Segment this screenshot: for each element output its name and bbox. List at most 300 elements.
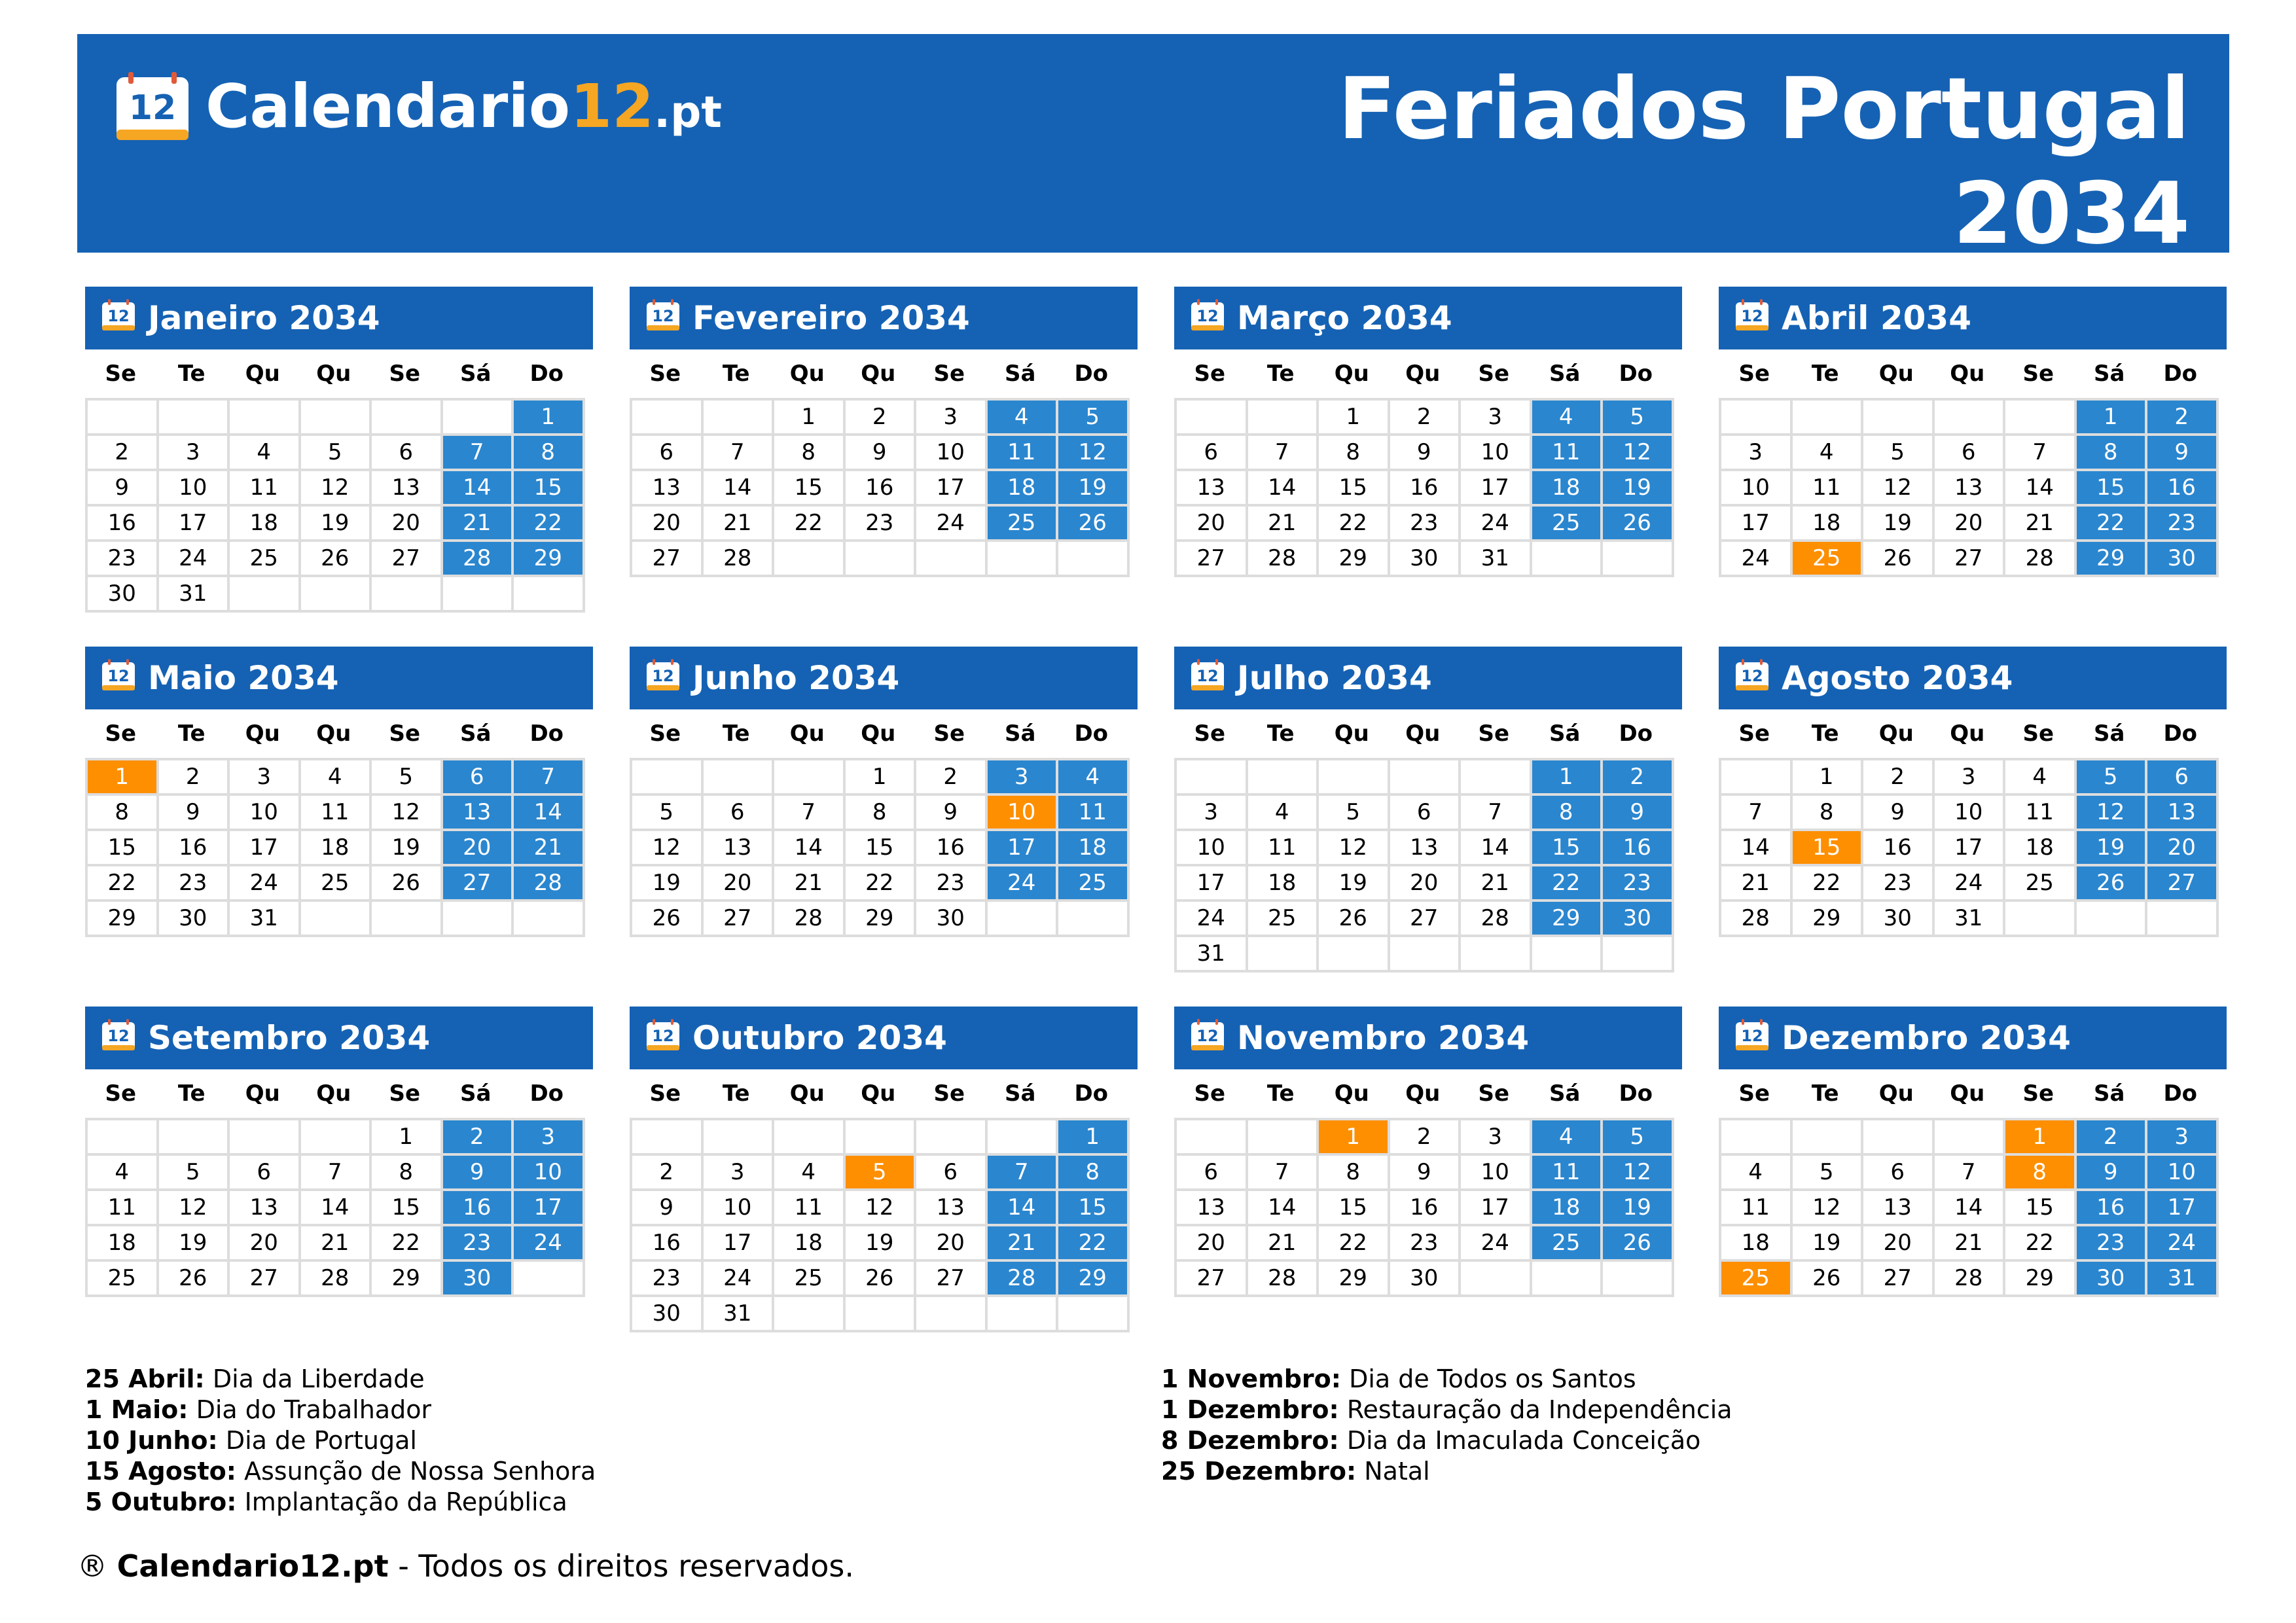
day-cell[interactable]: 3 [986,759,1058,794]
day-cell[interactable]: 14 [512,794,584,830]
day-cell[interactable]: 3 [915,399,986,435]
day-cell[interactable]: 20 [370,505,442,541]
day-cell[interactable]: 21 [1720,865,1791,901]
day-cell[interactable]: 27 [2146,865,2217,901]
day-cell[interactable]: 18 [2004,830,2075,865]
day-cell[interactable]: 10 [915,435,986,470]
day-cell[interactable]: 19 [2075,830,2147,865]
day-cell[interactable]: 13 [1862,1190,1933,1225]
day-cell[interactable]: 5 [300,435,371,470]
day-cell[interactable]: 20 [1175,505,1247,541]
day-cell[interactable]: 14 [1933,1190,2005,1225]
day-cell[interactable]: 11 [1791,470,1863,505]
day-cell[interactable]: 7 [1247,1154,1318,1190]
day-cell[interactable]: 15 [1318,470,1389,505]
day-cell[interactable]: 30 [1602,901,1673,936]
day-cell[interactable]: 15 [86,830,158,865]
day-cell[interactable]: 8 [370,1154,442,1190]
day-cell[interactable]: 5 [370,759,442,794]
day-cell[interactable]: 1 [86,759,158,794]
day-cell[interactable]: 3 [1933,759,2005,794]
day-cell[interactable]: 4 [1720,1154,1791,1190]
day-cell[interactable]: 3 [2146,1119,2217,1154]
day-cell[interactable]: 6 [1389,794,1460,830]
day-cell[interactable]: 15 [844,830,916,865]
day-cell[interactable]: 13 [228,1190,300,1225]
day-cell[interactable]: 11 [1531,435,1602,470]
day-cell[interactable]: 4 [86,1154,158,1190]
day-cell[interactable]: 23 [1602,865,1673,901]
day-cell[interactable]: 22 [86,865,158,901]
day-cell[interactable]: 23 [844,505,916,541]
day-cell[interactable]: 7 [1247,435,1318,470]
day-cell[interactable]: 13 [1175,470,1247,505]
day-cell[interactable]: 8 [1318,1154,1389,1190]
day-cell[interactable]: 30 [1389,541,1460,576]
day-cell[interactable]: 21 [1247,1225,1318,1260]
day-cell[interactable]: 16 [844,470,916,505]
day-cell[interactable]: 19 [1862,505,1933,541]
day-cell[interactable]: 16 [1389,470,1460,505]
day-cell[interactable]: 2 [631,1154,702,1190]
day-cell[interactable]: 26 [300,541,371,576]
day-cell[interactable]: 4 [986,399,1058,435]
day-cell[interactable]: 21 [300,1225,371,1260]
day-cell[interactable]: 9 [1389,435,1460,470]
day-cell[interactable]: 6 [1933,435,2005,470]
day-cell[interactable]: 18 [1247,865,1318,901]
day-cell[interactable]: 30 [2075,1260,2147,1296]
day-cell[interactable]: 29 [512,541,584,576]
day-cell[interactable]: 21 [702,505,774,541]
day-cell[interactable]: 29 [1791,901,1863,936]
day-cell[interactable]: 24 [1933,865,2005,901]
day-cell[interactable]: 31 [1933,901,2005,936]
day-cell[interactable]: 20 [1175,1225,1247,1260]
day-cell[interactable]: 12 [1057,435,1128,470]
day-cell[interactable]: 9 [1862,794,1933,830]
day-cell[interactable]: 2 [86,435,158,470]
day-cell[interactable]: 15 [370,1190,442,1225]
day-cell[interactable]: 3 [1460,399,1531,435]
day-cell[interactable]: 8 [2004,1154,2075,1190]
day-cell[interactable]: 6 [1175,435,1247,470]
day-cell[interactable]: 29 [2004,1260,2075,1296]
day-cell[interactable]: 12 [1318,830,1389,865]
day-cell[interactable]: 5 [1318,794,1389,830]
day-cell[interactable]: 28 [300,1260,371,1296]
day-cell[interactable]: 7 [773,794,844,830]
day-cell[interactable]: 22 [512,505,584,541]
day-cell[interactable]: 2 [1389,1119,1460,1154]
day-cell[interactable]: 20 [442,830,513,865]
day-cell[interactable]: 26 [1862,541,1933,576]
day-cell[interactable]: 19 [1791,1225,1863,1260]
day-cell[interactable]: 14 [1460,830,1531,865]
footer-site-name[interactable]: Calendario12.pt [117,1548,389,1584]
day-cell[interactable]: 22 [370,1225,442,1260]
day-cell[interactable]: 4 [1057,759,1128,794]
day-cell[interactable]: 16 [631,1225,702,1260]
day-cell[interactable]: 25 [300,865,371,901]
day-cell[interactable]: 6 [442,759,513,794]
day-cell[interactable]: 27 [1389,901,1460,936]
day-cell[interactable]: 2 [442,1119,513,1154]
day-cell[interactable]: 23 [2075,1225,2147,1260]
day-cell[interactable]: 6 [631,435,702,470]
day-cell[interactable]: 25 [1720,1260,1791,1296]
day-cell[interactable]: 24 [512,1225,584,1260]
day-cell[interactable]: 3 [512,1119,584,1154]
day-cell[interactable]: 14 [773,830,844,865]
day-cell[interactable]: 26 [370,865,442,901]
day-cell[interactable]: 7 [1460,794,1531,830]
day-cell[interactable]: 24 [1460,1225,1531,1260]
day-cell[interactable]: 6 [702,794,774,830]
day-cell[interactable]: 21 [1247,505,1318,541]
day-cell[interactable]: 4 [228,435,300,470]
day-cell[interactable]: 9 [1389,1154,1460,1190]
day-cell[interactable]: 10 [1933,794,2005,830]
day-cell[interactable]: 20 [702,865,774,901]
day-cell[interactable]: 3 [1460,1119,1531,1154]
day-cell[interactable]: 27 [915,1260,986,1296]
day-cell[interactable]: 29 [2075,541,2147,576]
day-cell[interactable]: 20 [1933,505,2005,541]
day-cell[interactable]: 13 [915,1190,986,1225]
day-cell[interactable]: 2 [2146,399,2217,435]
day-cell[interactable]: 8 [86,794,158,830]
day-cell[interactable]: 19 [844,1225,916,1260]
day-cell[interactable]: 16 [915,830,986,865]
day-cell[interactable]: 25 [2004,865,2075,901]
day-cell[interactable]: 16 [1389,1190,1460,1225]
day-cell[interactable]: 7 [442,435,513,470]
day-cell[interactable]: 14 [986,1190,1058,1225]
day-cell[interactable]: 15 [1057,1190,1128,1225]
day-cell[interactable]: 31 [158,576,229,611]
day-cell[interactable]: 5 [844,1154,916,1190]
day-cell[interactable]: 13 [442,794,513,830]
day-cell[interactable]: 5 [2075,759,2147,794]
day-cell[interactable]: 16 [86,505,158,541]
day-cell[interactable]: 23 [631,1260,702,1296]
day-cell[interactable]: 25 [228,541,300,576]
day-cell[interactable]: 7 [512,759,584,794]
day-cell[interactable]: 4 [1531,1119,1602,1154]
day-cell[interactable]: 1 [1057,1119,1128,1154]
day-cell[interactable]: 27 [702,901,774,936]
day-cell[interactable]: 30 [158,901,229,936]
day-cell[interactable]: 20 [1389,865,1460,901]
day-cell[interactable]: 2 [2075,1119,2147,1154]
day-cell[interactable]: 7 [2004,435,2075,470]
day-cell[interactable]: 10 [1175,830,1247,865]
day-cell[interactable]: 25 [1531,1225,1602,1260]
day-cell[interactable]: 28 [1933,1260,2005,1296]
day-cell[interactable]: 11 [228,470,300,505]
day-cell[interactable]: 26 [1791,1260,1863,1296]
day-cell[interactable]: 14 [300,1190,371,1225]
day-cell[interactable]: 6 [228,1154,300,1190]
day-cell[interactable]: 29 [1318,541,1389,576]
day-cell[interactable]: 18 [986,470,1058,505]
day-cell[interactable]: 17 [1460,470,1531,505]
day-cell[interactable]: 1 [370,1119,442,1154]
day-cell[interactable]: 21 [986,1225,1058,1260]
day-cell[interactable]: 9 [2075,1154,2147,1190]
day-cell[interactable]: 31 [228,901,300,936]
day-cell[interactable]: 17 [1460,1190,1531,1225]
day-cell[interactable]: 16 [158,830,229,865]
day-cell[interactable]: 1 [773,399,844,435]
day-cell[interactable]: 11 [1720,1190,1791,1225]
day-cell[interactable]: 21 [1460,865,1531,901]
day-cell[interactable]: 28 [773,901,844,936]
day-cell[interactable]: 16 [2075,1190,2147,1225]
day-cell[interactable]: 21 [442,505,513,541]
day-cell[interactable]: 5 [1862,435,1933,470]
day-cell[interactable]: 16 [2146,470,2217,505]
day-cell[interactable]: 2 [158,759,229,794]
day-cell[interactable]: 19 [1602,470,1673,505]
day-cell[interactable]: 28 [986,1260,1058,1296]
day-cell[interactable]: 1 [2075,399,2147,435]
day-cell[interactable]: 7 [1720,794,1791,830]
day-cell[interactable]: 31 [702,1296,774,1331]
day-cell[interactable]: 12 [1862,470,1933,505]
day-cell[interactable]: 27 [442,865,513,901]
day-cell[interactable]: 5 [631,794,702,830]
day-cell[interactable]: 4 [300,759,371,794]
day-cell[interactable]: 30 [442,1260,513,1296]
day-cell[interactable]: 18 [1531,470,1602,505]
day-cell[interactable]: 19 [158,1225,229,1260]
day-cell[interactable]: 15 [1531,830,1602,865]
day-cell[interactable]: 1 [1791,759,1863,794]
day-cell[interactable]: 22 [2075,505,2147,541]
day-cell[interactable]: 5 [1791,1154,1863,1190]
day-cell[interactable]: 9 [844,435,916,470]
day-cell[interactable]: 11 [1057,794,1128,830]
day-cell[interactable]: 3 [228,759,300,794]
day-cell[interactable]: 28 [1247,541,1318,576]
day-cell[interactable]: 9 [1602,794,1673,830]
day-cell[interactable]: 12 [1602,1154,1673,1190]
day-cell[interactable]: 2 [1602,759,1673,794]
day-cell[interactable]: 15 [1791,830,1863,865]
day-cell[interactable]: 13 [1175,1190,1247,1225]
day-cell[interactable]: 10 [2146,1154,2217,1190]
day-cell[interactable]: 27 [631,541,702,576]
day-cell[interactable]: 12 [158,1190,229,1225]
day-cell[interactable]: 30 [915,901,986,936]
day-cell[interactable]: 18 [228,505,300,541]
day-cell[interactable]: 14 [1247,470,1318,505]
day-cell[interactable]: 11 [986,435,1058,470]
day-cell[interactable]: 10 [228,794,300,830]
day-cell[interactable]: 19 [1318,865,1389,901]
day-cell[interactable]: 3 [702,1154,774,1190]
day-cell[interactable]: 16 [1602,830,1673,865]
day-cell[interactable]: 4 [1531,399,1602,435]
day-cell[interactable]: 22 [844,865,916,901]
day-cell[interactable]: 12 [1791,1190,1863,1225]
day-cell[interactable]: 31 [2146,1260,2217,1296]
day-cell[interactable]: 2 [1862,759,1933,794]
day-cell[interactable]: 22 [773,505,844,541]
day-cell[interactable]: 28 [1460,901,1531,936]
day-cell[interactable]: 30 [631,1296,702,1331]
day-cell[interactable]: 6 [915,1154,986,1190]
day-cell[interactable]: 15 [2075,470,2147,505]
day-cell[interactable]: 31 [1175,936,1247,971]
day-cell[interactable]: 7 [986,1154,1058,1190]
day-cell[interactable]: 9 [915,794,986,830]
day-cell[interactable]: 24 [1720,541,1791,576]
day-cell[interactable]: 22 [1318,505,1389,541]
day-cell[interactable]: 30 [86,576,158,611]
day-cell[interactable]: 29 [1057,1260,1128,1296]
day-cell[interactable]: 8 [1531,794,1602,830]
day-cell[interactable]: 9 [2146,435,2217,470]
day-cell[interactable]: 10 [1460,1154,1531,1190]
day-cell[interactable]: 22 [1057,1225,1128,1260]
day-cell[interactable]: 29 [1531,901,1602,936]
day-cell[interactable]: 14 [442,470,513,505]
day-cell[interactable]: 26 [1602,1225,1673,1260]
day-cell[interactable]: 8 [2075,435,2147,470]
site-logo[interactable] [114,71,722,143]
day-cell[interactable]: 13 [702,830,774,865]
day-cell[interactable]: 15 [2004,1190,2075,1225]
day-cell[interactable]: 16 [442,1190,513,1225]
day-cell[interactable]: 5 [1602,1119,1673,1154]
day-cell[interactable]: 26 [1602,505,1673,541]
day-cell[interactable]: 24 [1460,505,1531,541]
day-cell[interactable]: 9 [631,1190,702,1225]
day-cell[interactable]: 26 [631,901,702,936]
day-cell[interactable]: 7 [702,435,774,470]
day-cell[interactable]: 13 [1933,470,2005,505]
day-cell[interactable]: 25 [1247,901,1318,936]
day-cell[interactable]: 10 [158,470,229,505]
day-cell[interactable]: 8 [773,435,844,470]
day-cell[interactable]: 5 [1057,399,1128,435]
day-cell[interactable]: 23 [1862,865,1933,901]
day-cell[interactable]: 17 [1720,505,1791,541]
day-cell[interactable]: 4 [1791,435,1863,470]
day-cell[interactable]: 27 [1175,541,1247,576]
day-cell[interactable]: 6 [370,435,442,470]
day-cell[interactable]: 4 [773,1154,844,1190]
day-cell[interactable]: 5 [158,1154,229,1190]
day-cell[interactable]: 1 [1318,1119,1389,1154]
day-cell[interactable]: 5 [1602,399,1673,435]
day-cell[interactable]: 20 [915,1225,986,1260]
day-cell[interactable]: 17 [915,470,986,505]
day-cell[interactable]: 11 [86,1190,158,1225]
day-cell[interactable]: 12 [631,830,702,865]
day-cell[interactable]: 21 [773,865,844,901]
day-cell[interactable]: 8 [1318,435,1389,470]
day-cell[interactable]: 23 [1389,505,1460,541]
day-cell[interactable]: 30 [1389,1260,1460,1296]
day-cell[interactable]: 17 [512,1190,584,1225]
day-cell[interactable]: 6 [1862,1154,1933,1190]
day-cell[interactable]: 28 [512,865,584,901]
day-cell[interactable]: 12 [300,470,371,505]
day-cell[interactable]: 17 [986,830,1058,865]
day-cell[interactable]: 11 [2004,794,2075,830]
day-cell[interactable]: 12 [1602,435,1673,470]
day-cell[interactable]: 24 [228,865,300,901]
day-cell[interactable]: 23 [915,865,986,901]
day-cell[interactable]: 29 [370,1260,442,1296]
day-cell[interactable]: 18 [1791,505,1863,541]
day-cell[interactable]: 26 [844,1260,916,1296]
day-cell[interactable]: 3 [1720,435,1791,470]
day-cell[interactable]: 25 [986,505,1058,541]
day-cell[interactable]: 14 [2004,470,2075,505]
day-cell[interactable]: 18 [1057,830,1128,865]
day-cell[interactable]: 16 [1862,830,1933,865]
day-cell[interactable]: 10 [702,1190,774,1225]
day-cell[interactable]: 28 [442,541,513,576]
day-cell[interactable]: 20 [2146,830,2217,865]
day-cell[interactable]: 25 [1531,505,1602,541]
day-cell[interactable]: 26 [158,1260,229,1296]
day-cell[interactable]: 10 [1720,470,1791,505]
day-cell[interactable]: 13 [631,470,702,505]
day-cell[interactable]: 1 [2004,1119,2075,1154]
day-cell[interactable]: 14 [1720,830,1791,865]
day-cell[interactable]: 8 [512,435,584,470]
day-cell[interactable]: 12 [370,794,442,830]
day-cell[interactable]: 20 [228,1225,300,1260]
day-cell[interactable]: 17 [1175,865,1247,901]
day-cell[interactable]: 26 [2075,865,2147,901]
day-cell[interactable]: 11 [1531,1154,1602,1190]
day-cell[interactable]: 17 [702,1225,774,1260]
day-cell[interactable]: 30 [2146,541,2217,576]
day-cell[interactable]: 24 [702,1260,774,1296]
day-cell[interactable]: 2 [1389,399,1460,435]
day-cell[interactable]: 15 [1318,1190,1389,1225]
day-cell[interactable]: 13 [1389,830,1460,865]
day-cell[interactable]: 28 [2004,541,2075,576]
day-cell[interactable]: 13 [2146,794,2217,830]
day-cell[interactable]: 18 [300,830,371,865]
day-cell[interactable]: 9 [442,1154,513,1190]
day-cell[interactable]: 8 [1791,794,1863,830]
day-cell[interactable]: 30 [1862,901,1933,936]
day-cell[interactable]: 7 [1933,1154,2005,1190]
day-cell[interactable]: 2 [915,759,986,794]
day-cell[interactable]: 28 [1247,1260,1318,1296]
day-cell[interactable]: 20 [631,505,702,541]
day-cell[interactable]: 23 [86,541,158,576]
day-cell[interactable]: 12 [2075,794,2147,830]
day-cell[interactable]: 6 [2146,759,2217,794]
day-cell[interactable]: 13 [370,470,442,505]
day-cell[interactable]: 22 [2004,1225,2075,1260]
day-cell[interactable]: 23 [442,1225,513,1260]
day-cell[interactable]: 20 [1862,1225,1933,1260]
day-cell[interactable]: 24 [2146,1225,2217,1260]
day-cell[interactable]: 11 [1247,830,1318,865]
day-cell[interactable]: 23 [2146,505,2217,541]
